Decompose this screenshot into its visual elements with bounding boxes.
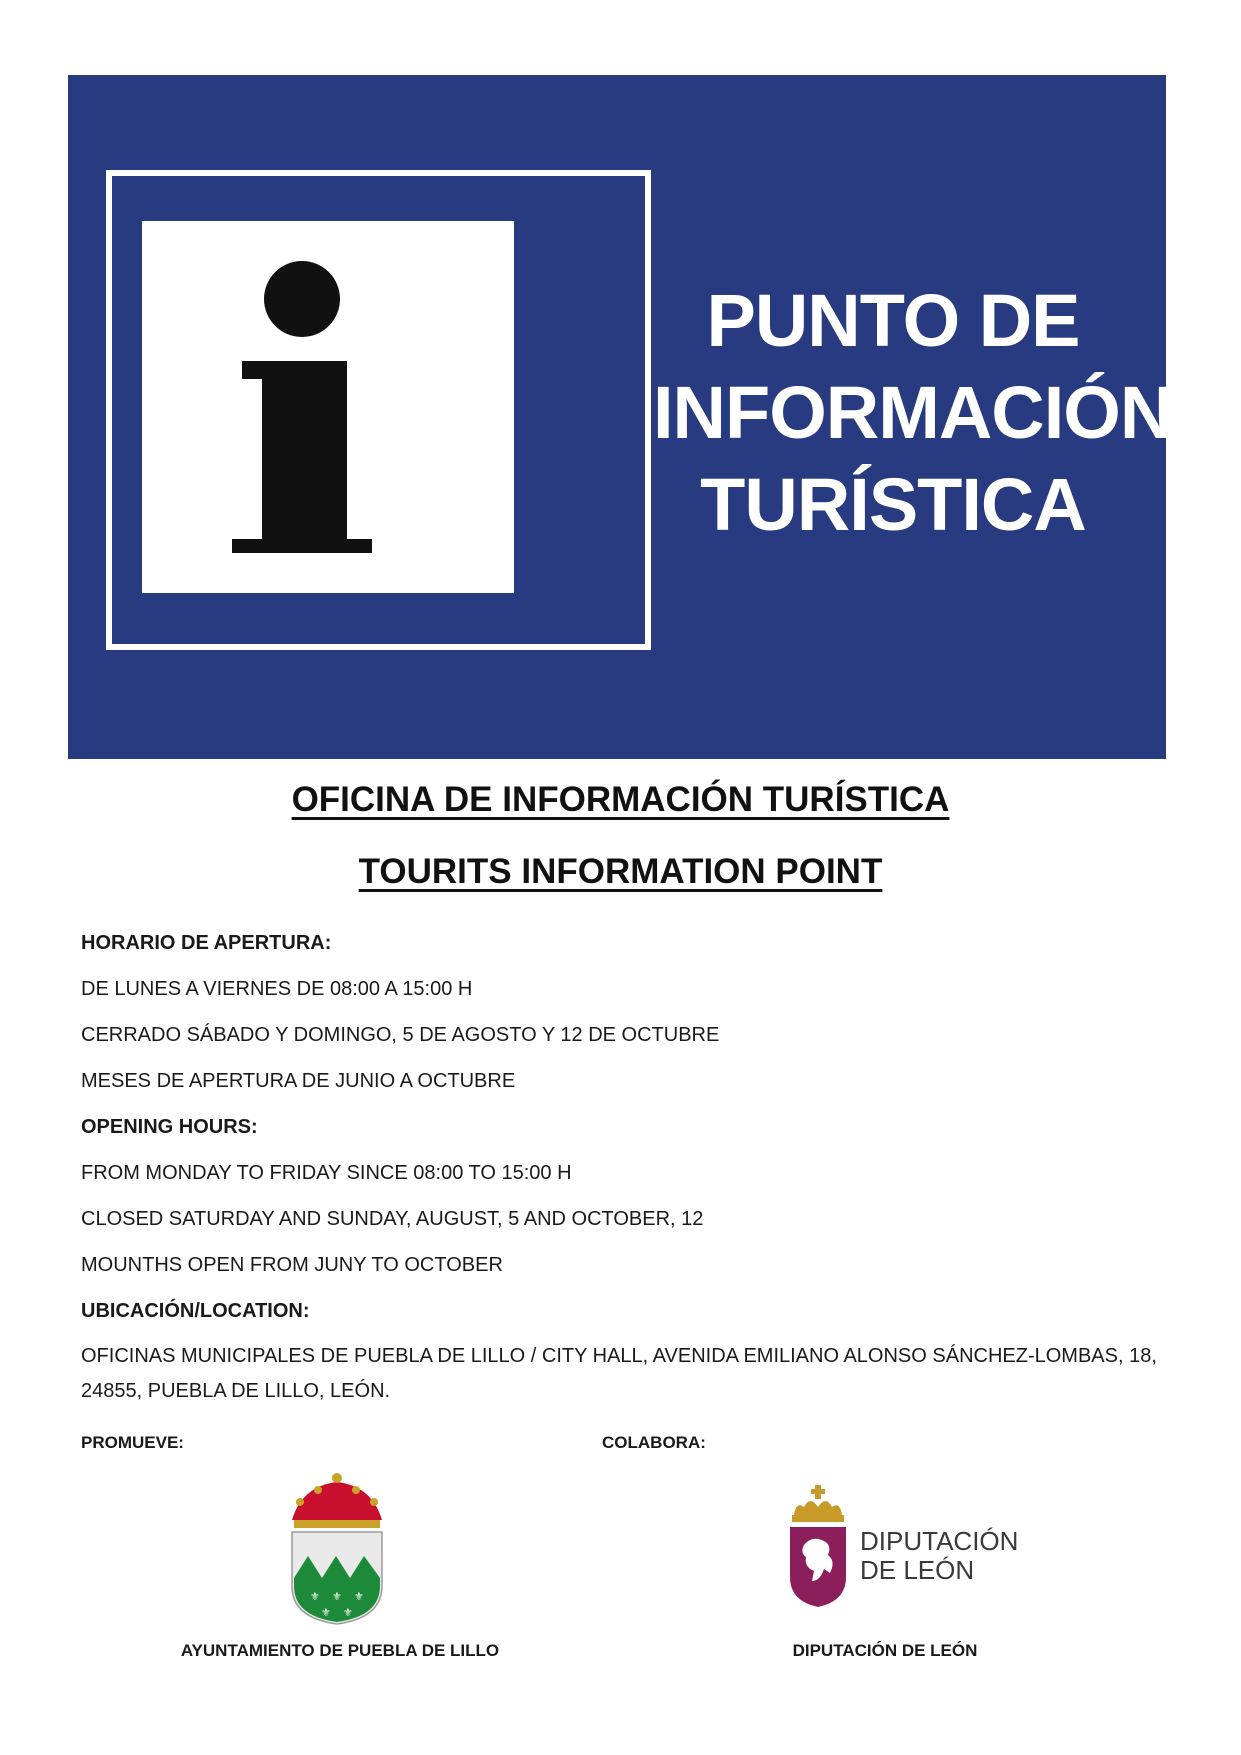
schedule-es-line: CERRADO SÁBADO Y DOMINGO, 5 DE AGOSTO Y 12 DE OCTUBRE: [81, 1024, 720, 1046]
svg-text:⚜: ⚜: [354, 1590, 364, 1603]
location-label: UBICACIÓN/LOCATION:: [81, 1300, 310, 1322]
location-line-1: OFICINAS MUNICIPALES DE PUEBLA DE LILLO / CITY HALL, AVENIDA EMILIANO ALONSO SÁNCHEZ-LOMBAS, 18,: [81, 1345, 1157, 1367]
colabora-label: COLABORA:: [602, 1433, 706, 1452]
left-sponsor-caption: AYUNTAMIENTO DE PUEBLA DE LILLO: [180, 1641, 500, 1660]
banner-title-line: PUNTO DE: [706, 279, 1080, 362]
heading-spanish: OFICINA DE INFORMACIÓN TURÍSTICA: [291, 780, 950, 819]
info-content: [81, 920, 1181, 1409]
svg-text:⚜: ⚜: [321, 1606, 331, 1619]
svg-text:⚜: ⚜: [343, 1606, 353, 1619]
schedule-en-line: CLOSED SATURDAY AND SUNDAY, AUGUST, 5 AND OCTOBER, 12: [81, 1208, 704, 1230]
location-address: [81, 1339, 1181, 1409]
info-sign-frame: [106, 170, 651, 650]
schedule-en-line: FROM MONDAY TO FRIDAY SINCE 08:00 TO 15:00 H: [81, 1162, 572, 1184]
svg-text:⚜: ⚜: [332, 1590, 342, 1603]
coat-of-arms-icon: [262, 1468, 412, 1628]
location-line-2: 24855, PUEBLA DE LILLO, LEÓN.: [81, 1380, 391, 1402]
promueve-label: PROMUEVE:: [81, 1433, 184, 1452]
schedule-es-label: HORARIO DE APERTURA:: [81, 932, 332, 954]
schedule-es-line: DE LUNES A VIERNES DE 08:00 A 15:00 H: [81, 978, 473, 1000]
banner-title-line: TURÍSTICA: [700, 463, 1086, 546]
dip-logo-line-1: DIPUTACIÓN: [860, 1526, 1018, 1556]
banner-title: [653, 275, 1173, 551]
svg-text:⚜: ⚜: [310, 1590, 320, 1603]
tourist-info-banner: [68, 75, 1173, 759]
right-sponsor-caption: DIPUTACIÓN DE LEÓN: [792, 1641, 978, 1660]
information-i-icon: [142, 221, 514, 593]
banner-title-line: INFORMACIÓN: [653, 371, 1173, 454]
schedule-es-line: MESES DE APERTURA DE JUNIO A OCTUBRE: [81, 1070, 516, 1092]
heading-english: TOURITS INFORMATION POINT: [358, 852, 883, 891]
schedule-en-label: OPENING HOURS:: [81, 1116, 258, 1138]
diputacion-de-leon-logo: [768, 1485, 1018, 1615]
schedule-en-line: MOUNTHS OPEN FROM JUNY TO OCTOBER: [81, 1254, 503, 1276]
dip-logo-line-2: DE LEÓN: [860, 1555, 975, 1585]
